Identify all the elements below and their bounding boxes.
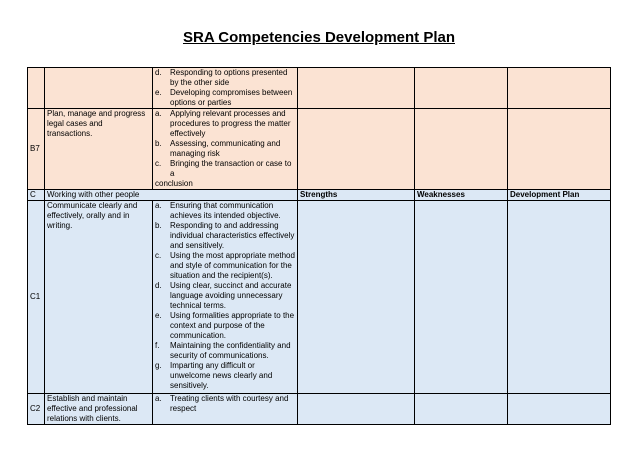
list-marker: a. [155, 394, 162, 403]
table-row-c2 [28, 394, 611, 425]
development-plan-cell[interactable] [508, 201, 611, 394]
competency-code: C2 [28, 394, 45, 425]
list-marker: e. [155, 311, 162, 320]
strengths-cell[interactable] [298, 394, 415, 425]
page-title: SRA Competencies Development Plan [182, 29, 455, 46]
development-plan-cell[interactable] [508, 68, 611, 109]
list-marker: c. [155, 251, 162, 260]
competency-code: C1 [28, 201, 45, 394]
list-item [155, 221, 295, 251]
development-plan-cell[interactable] [508, 394, 611, 425]
competency-group-title: Working with other people [45, 190, 298, 201]
competency-code: C [28, 190, 45, 201]
table-row-c-header [28, 190, 611, 201]
list-text: Bringing the transaction or case to a [170, 159, 292, 178]
list-item [155, 68, 295, 88]
strengths-header: Strengths [298, 190, 415, 201]
elements-list [155, 68, 295, 108]
list-text: Using formalities appropriate to the context and purpose of the communication. [170, 311, 295, 340]
list-item [155, 159, 295, 179]
weaknesses-cell[interactable] [415, 109, 508, 190]
competency-description: Establish and maintain effective and professional relations with clients. [45, 394, 153, 425]
list-text: Assessing, communicating and managing risk [170, 139, 281, 158]
list-item [155, 311, 295, 341]
elements-cell [153, 201, 298, 394]
elements-cell [153, 109, 298, 190]
list-marker: f. [155, 341, 160, 350]
list-text: Applying relevant processes and procedures to progress the matter effectively [170, 109, 291, 138]
list-text: Responding to options presented by the other side [170, 68, 288, 87]
list-item [155, 281, 295, 311]
competency-description: Communicate clearly and effectively, orally and in writing. [45, 201, 153, 394]
list-item [155, 109, 295, 139]
elements-cell [153, 394, 298, 425]
list-text: Ensuring that communication achieves its intended objective. [170, 201, 281, 220]
list-marker: b. [155, 139, 162, 148]
competency-description: Plan, manage and progress legal cases and transactions. [45, 109, 153, 190]
development-plan-header: Development Plan [508, 190, 611, 201]
list-text: Responding to and addressing individual characteristics effectively and sensitively. [170, 221, 295, 250]
list-item [155, 201, 295, 221]
description-cell [45, 68, 153, 109]
list-text: Using clear, succinct and accurate language avoiding unnecessary technical terms. [170, 281, 292, 310]
weaknesses-cell[interactable] [415, 394, 508, 425]
competencies-table [27, 67, 611, 425]
weaknesses-cell[interactable] [415, 68, 508, 109]
table-row-b7 [28, 109, 611, 190]
list-marker: b. [155, 221, 162, 230]
list-marker: d. [155, 281, 162, 290]
list-item [155, 394, 295, 414]
list-item [155, 139, 295, 159]
strengths-cell[interactable] [298, 109, 415, 190]
strengths-cell[interactable] [298, 201, 415, 394]
table-row-b7-continued [28, 68, 611, 109]
weaknesses-cell[interactable] [415, 201, 508, 394]
development-plan-cell[interactable] [508, 109, 611, 190]
list-marker: d. [155, 68, 162, 77]
list-marker: a. [155, 109, 162, 118]
elements-cell [153, 68, 298, 109]
elements-list [155, 109, 295, 179]
list-text: Treating clients with courtesy and respect [170, 394, 289, 413]
list-text: Developing compromises between options or parties [170, 88, 293, 107]
list-marker: g. [155, 361, 162, 370]
list-text: Imparting any difficult or unwelcome news clearly and sensitively. [170, 361, 273, 390]
weaknesses-header: Weaknesses [415, 190, 508, 201]
list-text: Maintaining the confidentiality and security of communications. [170, 341, 291, 360]
list-item [155, 341, 295, 361]
list-item [155, 361, 295, 391]
table-row-c1 [28, 201, 611, 394]
element-continuation: conclusion [155, 179, 193, 188]
elements-list [155, 201, 295, 391]
code-cell [28, 68, 45, 109]
elements-list [155, 394, 295, 414]
list-item [155, 251, 295, 281]
list-marker: e. [155, 88, 162, 97]
strengths-cell[interactable] [298, 68, 415, 109]
competency-code: B7 [28, 109, 45, 190]
list-text: Using the most appropriate method and style of communication for the situation and the recipient(s). [170, 251, 295, 280]
list-marker: c. [155, 159, 162, 168]
list-marker: a. [155, 201, 162, 210]
list-item [155, 88, 295, 108]
